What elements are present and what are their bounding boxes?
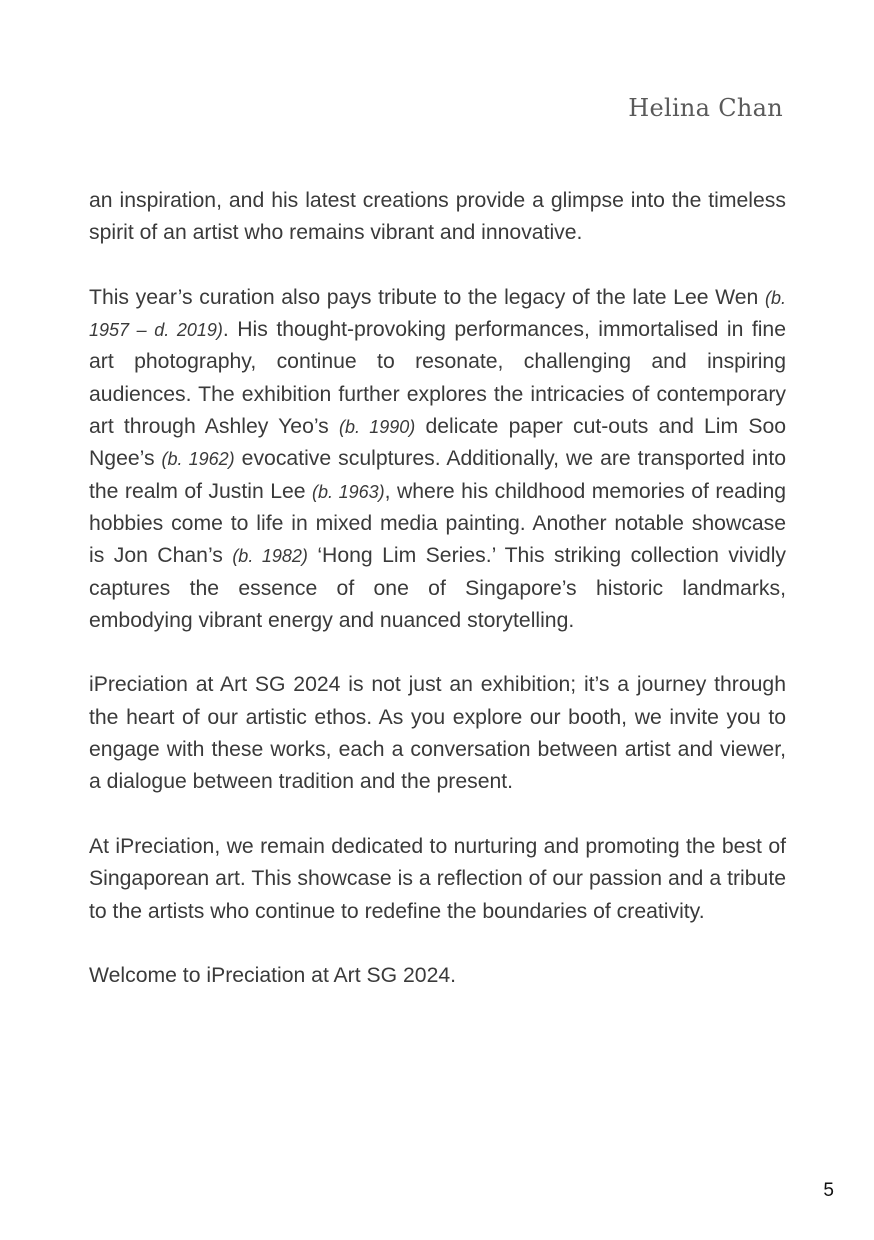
author-name: Helina Chan xyxy=(628,94,783,122)
article-body xyxy=(89,185,786,1025)
paragraph xyxy=(89,282,786,637)
closing-line xyxy=(89,960,786,992)
paragraph xyxy=(89,185,786,250)
paragraph-text: an inspiration, and his latest creations provide a glimpse into the timeless spirit of an artist who remains vibrant and innovative. xyxy=(89,189,786,245)
paragraph-text: ‘Hong Lim Series.’ This striking collection vividly captures the essence of one of Singapore’s historic landmarks, embodying vibrant energy and nuanced storytelling. xyxy=(89,544,787,632)
paragraph-text: iPreciation at Art SG 2024 is not just an exhibition; it’s a journey through the heart of our artistic ethos. As you explore our booth, we invite you to engage with these works, each a conversation between artist and viewer, a dialogue between tradition and the present. xyxy=(89,673,786,794)
artist-dates: (b. 1957 – d. 2019) xyxy=(89,287,786,341)
paragraph-text: delicate paper cut-outs and Lim Soo Ngee’s xyxy=(89,415,787,471)
artist-dates: (b. 1982) xyxy=(232,546,308,567)
paragraph-text: . His thought-provoking performances, immortalised in fine art photography, continue to resonate, challenging and inspiring audiences. The exhibition further explores the intricacies of contemporary art through Ashley Yeo’s xyxy=(89,318,786,439)
paragraph-text: This year’s curation also pays tribute to the legacy of the late Lee Wen xyxy=(89,285,765,309)
artist-dates: (b. 1990) xyxy=(338,417,416,438)
paragraph xyxy=(89,831,786,928)
paragraph xyxy=(89,669,786,798)
page-number: 5 xyxy=(823,1180,834,1201)
artist-dates: (b. 1962) xyxy=(161,449,235,470)
paragraph-text: , where his childhood memories of reading hobbies come to life in mixed media painting. Another notable showcase is Jon Chan’s xyxy=(89,479,787,568)
paragraph-text: At iPreciation, we remain dedicated to nurturing and promoting the best of Singaporean art. This showcase is a reflection of our passion and a tribute to the artists who continue to redefine the boundaries of creativity. xyxy=(89,834,786,923)
artist-dates: (b. 1963) xyxy=(312,481,385,502)
paragraph-text: Welcome to iPreciation at Art SG 2024. xyxy=(89,964,457,988)
paragraph-text: evocative sculptures. Additionally, we are transported into the realm of Justin Lee xyxy=(89,447,786,503)
